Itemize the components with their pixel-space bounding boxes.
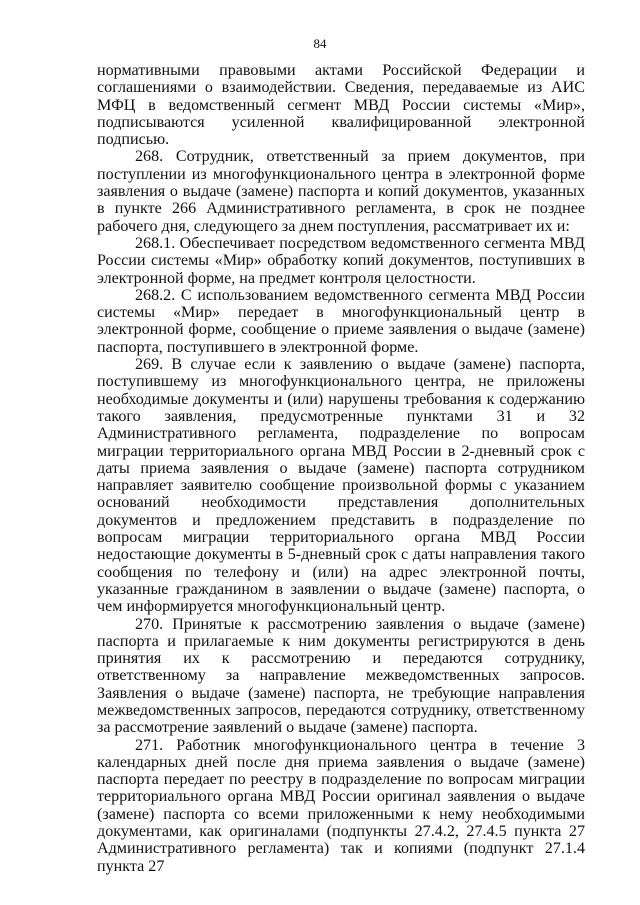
- paragraph-270: 270. Принятые к рассмотрению заявления о выдаче (замене) паспорта и прилагаемые к ним документы регистрируются в день принятия их к рассмотрению и передаются сотруднику, ответственному за направление межведомственных запросов. Заявления о выдаче (замене) паспорта, не требующие направления межведомственных запросов, передаются сотруднику, ответственному за рассмотрение заявлений о выдаче (замене) паспорта.: [97, 615, 585, 737]
- paragraph-268-2: 268.2. С использованием ведомственного сегмента МВД России системы «Мир» передает в многофункциональный центр в электронной форме, сообщение о приеме заявления о выдаче (замене) паспорта, поступившего в электронной форме.: [97, 286, 585, 356]
- paragraph-268-1: 268.1. Обеспечивает посредством ведомственного сегмента МВД России системы «Мир» обработку копий документов, поступивших в электронной форме, на предмет контроля целостности.: [97, 234, 585, 287]
- paragraph-271: 271. Работник многофункционального центра в течение 3 календарных дней после дня приема заявления о выдаче (замене) паспорта передает по реестру в подразделение по вопросам миграции территориального органа МВД России оригинал заявления о выдаче (замене) паспорта со всеми приложенными к нему необходимыми документами, как оригиналами (подпункты 27.4.2, 27.4.5 пункта 27 Административного регламента) так и копиями (подпункт 27.1.4 пункта 27: [97, 736, 585, 875]
- paragraph-continuation: нормативными правовыми актами Российской Федерации и соглашениями о взаимодействии. Сведения, передаваемые из АИС МФЦ в ведомственный сегмент МВД России системы «Мир», подписываются усиленной квалифицированной электронной подписью.: [97, 62, 585, 149]
- document-body: [97, 62, 585, 875]
- page-number: 84: [313, 36, 327, 51]
- paragraph-269: 269. В случае если к заявлению о выдаче (замене) паспорта, поступившему из многофункционального центра, не приложены необходимые документы и (или) нарушены требования к содержанию такого заявления, предусмотренные пунктами 31 и 32 Административного регламента, подразделение по вопросам миграции территориального органа МВД России в 2-дневный срок с даты приема заявления о выдаче (замене) паспорта сотрудником направляет заявителю сообщение произвольной формы с указанием оснований необходимости представления дополнительных документов и предложением представить в подразделение по вопросам миграции территориального органа МВД России недостающие документы в 5-дневный срок с даты направления такого сообщения по телефону и (или) на адрес электронной почты, указанные гражданином в заявлении о выдаче (замене) паспорта, о чем информируется многофункциональный центр.: [97, 356, 585, 616]
- paragraph-268: 268. Сотрудник, ответственный за прием документов, при поступлении из многофункционального центра в электронной форме заявления о выдаче (замене) паспорта и копий документов, указанных в пункте 266 Административного регламента, в срок не позднее рабочего дня, следующего за днем поступления, рассматривает их и:: [97, 148, 585, 235]
